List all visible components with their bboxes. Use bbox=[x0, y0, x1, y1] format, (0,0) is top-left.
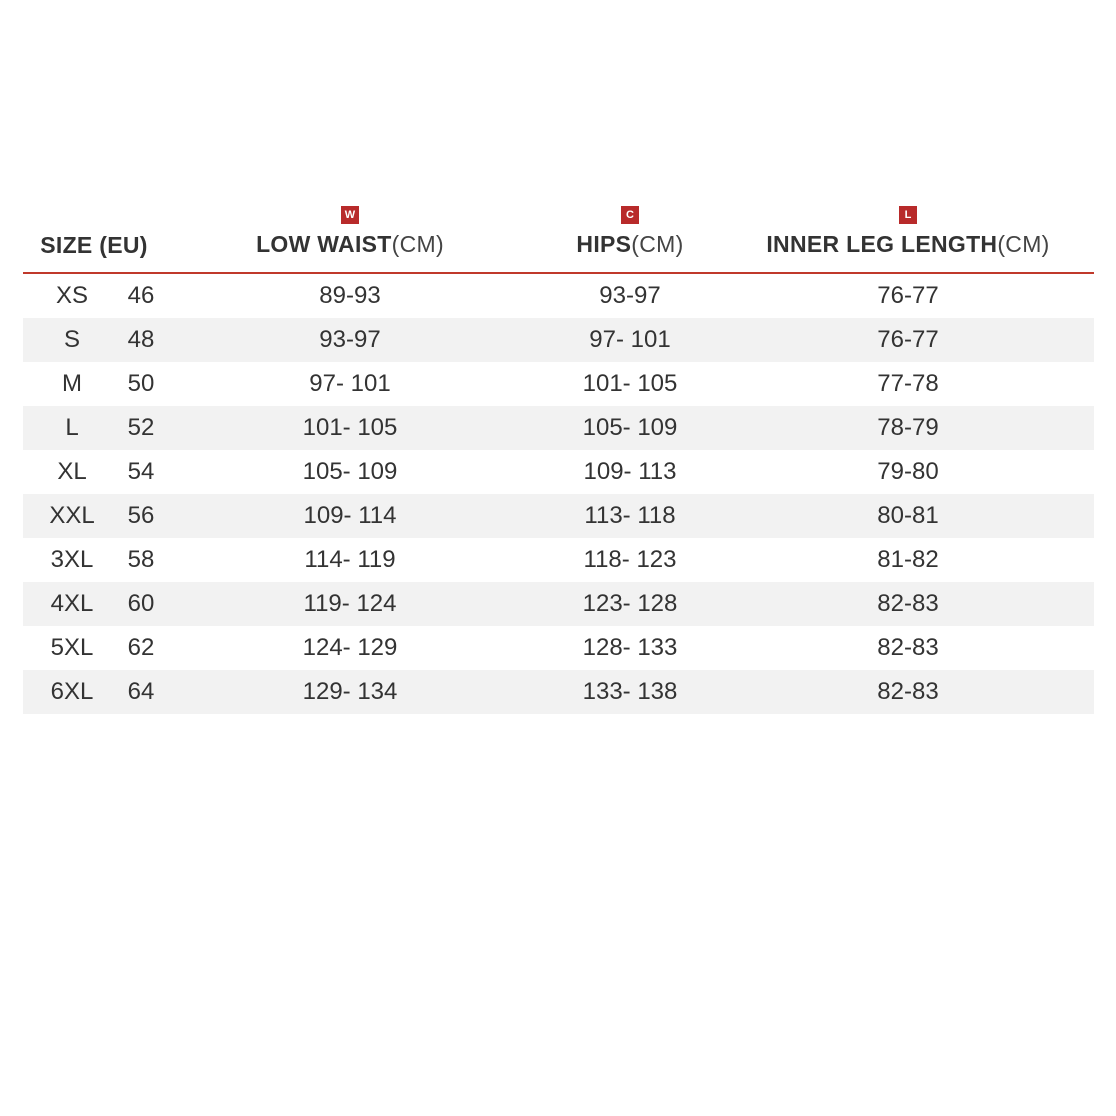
cell-waist: 129- 134 bbox=[302, 678, 398, 705]
cell-leg: 76-77 bbox=[877, 282, 939, 309]
table-row bbox=[23, 318, 1094, 362]
cell-waist: 114- 119 bbox=[304, 546, 396, 573]
cell-hips: 109- 113 bbox=[583, 458, 677, 485]
cell-size: 3XL bbox=[50, 546, 94, 573]
header-hips-label: HIPS bbox=[576, 231, 632, 257]
cell-hips: 118- 123 bbox=[583, 546, 677, 573]
size-chart bbox=[23, 200, 1094, 714]
cell-hips: 123- 128 bbox=[582, 590, 678, 617]
header-hips-unit: (CM) bbox=[631, 231, 684, 257]
table-body bbox=[23, 274, 1094, 714]
table-row bbox=[23, 494, 1094, 538]
header-size-label: SIZE (EU) bbox=[40, 232, 148, 258]
cell-eu: 56 bbox=[127, 502, 155, 529]
cell-leg: 77-78 bbox=[877, 370, 939, 397]
cell-waist: 89-93 bbox=[319, 282, 381, 309]
cell-leg: 78-79 bbox=[877, 414, 939, 441]
cell-eu: 62 bbox=[127, 634, 155, 661]
table-row bbox=[23, 670, 1094, 714]
cell-leg: 76-77 bbox=[877, 326, 939, 353]
cell-hips: 101- 105 bbox=[582, 370, 678, 397]
cell-leg: 82-83 bbox=[877, 678, 939, 705]
table-row bbox=[23, 406, 1094, 450]
cell-eu: 46 bbox=[127, 282, 155, 309]
hips-badge-icon: C bbox=[621, 206, 639, 224]
cell-size: 5XL bbox=[50, 634, 94, 661]
cell-leg: 80-81 bbox=[877, 502, 939, 529]
header-hips bbox=[530, 200, 730, 272]
header-leg bbox=[758, 200, 1058, 272]
cell-hips: 113- 118 bbox=[584, 502, 676, 529]
cell-hips: 133- 138 bbox=[582, 678, 678, 705]
cell-hips: 128- 133 bbox=[582, 634, 678, 661]
table-header bbox=[23, 200, 1094, 274]
cell-waist: 105- 109 bbox=[302, 458, 398, 485]
cell-leg: 79-80 bbox=[877, 458, 939, 485]
cell-leg: 82-83 bbox=[877, 634, 939, 661]
cell-size: 4XL bbox=[50, 590, 94, 617]
cell-size: 6XL bbox=[50, 678, 94, 705]
table-row bbox=[23, 362, 1094, 406]
leg-badge-icon: L bbox=[899, 206, 917, 224]
cell-leg: 82-83 bbox=[877, 590, 939, 617]
cell-waist: 119- 124 bbox=[303, 590, 397, 617]
table-row bbox=[23, 582, 1094, 626]
cell-eu: 60 bbox=[127, 590, 155, 617]
cell-eu: 64 bbox=[127, 678, 155, 705]
cell-hips: 105- 109 bbox=[582, 414, 678, 441]
header-waist-unit: (CM) bbox=[391, 231, 444, 257]
cell-eu: 52 bbox=[127, 414, 155, 441]
cell-eu: 48 bbox=[127, 326, 155, 353]
header-waist bbox=[250, 200, 450, 272]
cell-eu: 58 bbox=[127, 546, 155, 573]
header-leg-label: INNER LEG LENGTH bbox=[766, 231, 998, 257]
cell-size: XXL bbox=[49, 502, 95, 529]
cell-waist: 109- 114 bbox=[303, 502, 397, 529]
cell-leg: 81-82 bbox=[877, 546, 939, 573]
cell-size: M bbox=[62, 370, 82, 397]
cell-hips: 97- 101 bbox=[589, 326, 671, 353]
waist-badge-icon: W bbox=[341, 206, 359, 224]
header-waist-label: LOW WAIST bbox=[256, 231, 392, 257]
header-leg-unit: (CM) bbox=[997, 231, 1050, 257]
cell-size: XL bbox=[57, 458, 87, 485]
header-size bbox=[23, 200, 165, 272]
cell-eu: 54 bbox=[127, 458, 155, 485]
cell-size: S bbox=[63, 326, 80, 353]
cell-eu: 50 bbox=[127, 370, 155, 397]
cell-waist: 101- 105 bbox=[302, 414, 398, 441]
table-row bbox=[23, 538, 1094, 582]
cell-size: L bbox=[65, 414, 79, 441]
table-row bbox=[23, 450, 1094, 494]
cell-waist: 97- 101 bbox=[309, 370, 391, 397]
cell-waist: 93-97 bbox=[319, 326, 381, 353]
table-row bbox=[23, 626, 1094, 670]
cell-hips: 93-97 bbox=[599, 282, 661, 309]
cell-waist: 124- 129 bbox=[302, 634, 398, 661]
cell-size: XS bbox=[55, 282, 88, 309]
table-row bbox=[23, 274, 1094, 318]
